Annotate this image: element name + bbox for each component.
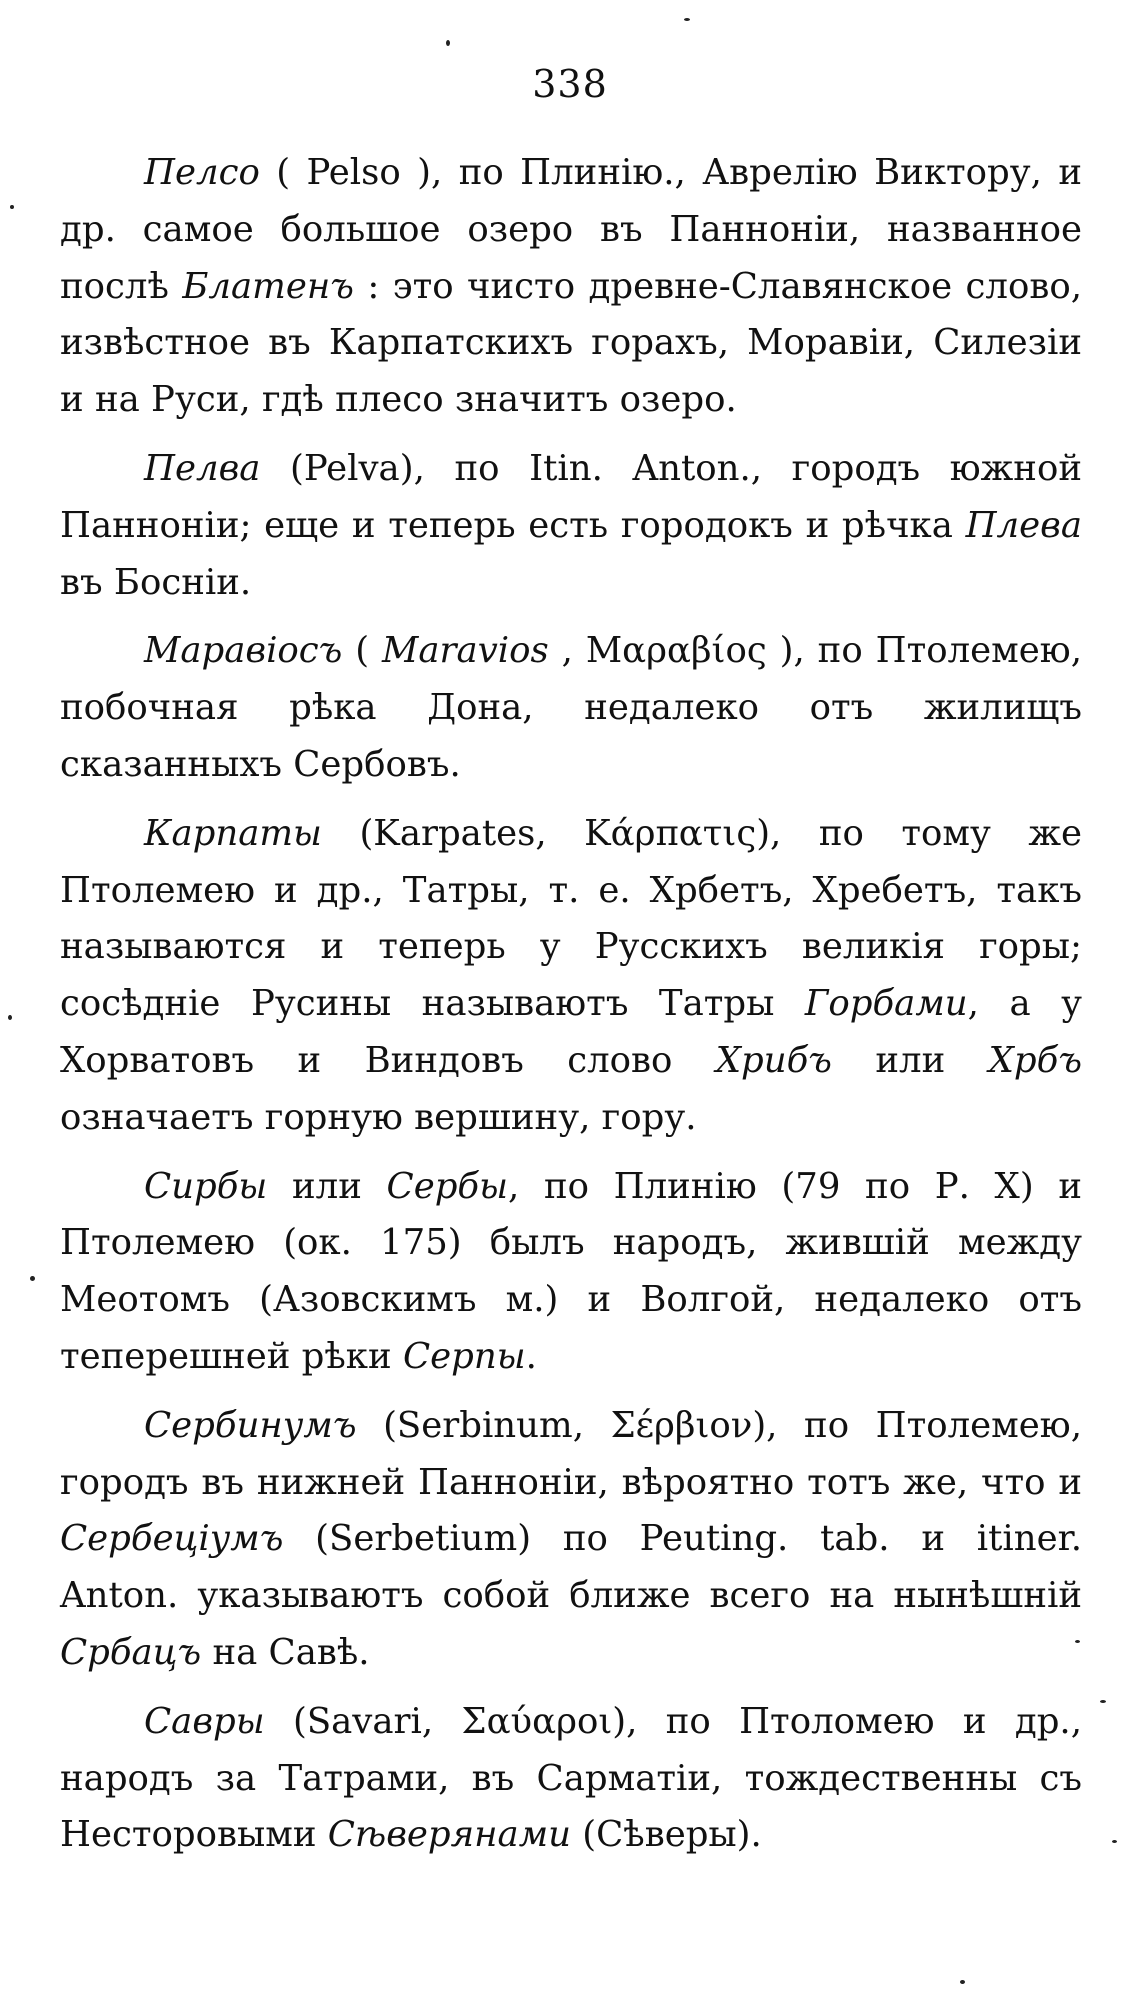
scan-speck (1075, 1640, 1080, 1643)
entry-text: (Сѣверы). (571, 1814, 762, 1856)
scan-speck (1100, 1700, 1106, 1703)
entry-term: Сербы (386, 1165, 509, 1207)
entry-pelso (60, 145, 1082, 429)
entry-text: , по Плинію (79 по Р. Х) и Птолемею (ок. 175) былъ народъ, жившій между Меотомъ (Азовскимъ м.) и Волгой, недалеко отъ теперешней рѣки (60, 1165, 1082, 1377)
entry-term: Хрибъ (715, 1039, 832, 1081)
entry-savry (60, 1694, 1082, 1864)
entry-term: Плева (965, 504, 1082, 546)
entry-term: Србацъ (60, 1631, 202, 1673)
entry-term: Савры (144, 1700, 265, 1742)
entry-term: Маравіосъ (144, 630, 343, 672)
entry-term: Серпы (402, 1335, 526, 1377)
entry-text: означаетъ горную вершину, гору. (60, 1096, 697, 1138)
entry-text: или (831, 1039, 989, 1081)
entry-karpaty (60, 806, 1082, 1147)
entry-text: или (267, 1165, 387, 1207)
entry-term: Maravios (382, 630, 549, 672)
entry-text: (Karpates, Κάρπατις), по тому же Птолемею и др., Татры, т. е. Хрбетъ, Хребетъ, такъ называются и теперь у Русскихъ великія горы; сосѣдніе Русины называютъ Татры (60, 812, 1082, 1025)
scan-speck (8, 1015, 12, 1020)
entry-text: (Serbetium) по Peuting. tab. и itiner. Anton. указываютъ собой ближе всего на нынѣшній (60, 1518, 1082, 1617)
entry-text: : это чисто древне-Славянское слово, извѣстное въ Карпатскихъ горахъ, Моравіи, Силезіи и на Руси, гдѣ плесо значитъ озеро. (60, 265, 1082, 421)
entry-text: , Μαραβίος ), по Птолемею, побочная рѣка Дона, недалеко отъ жилищъ сказанныхъ Сербовъ. (60, 630, 1082, 785)
scan-speck (960, 1980, 965, 1984)
entry-term: Сербеціумъ (60, 1518, 284, 1560)
entry-serbinum (60, 1398, 1082, 1682)
page-number: 338 (532, 62, 608, 106)
entry-sirby (60, 1159, 1082, 1386)
entry-text: ( Pelso ), по Плинію., Аврелію Виктору, и др. самое большое озеро въ Панноніи, названное послѣ (60, 152, 1082, 307)
entry-text: . (525, 1335, 537, 1377)
entry-term: Пелва (144, 447, 261, 489)
entry-term: Карпаты (144, 812, 322, 854)
entry-term: Сирбы (144, 1165, 268, 1207)
entry-maravios (60, 623, 1082, 793)
entry-text: въ Босніи. (60, 561, 252, 603)
entry-term: Пелсо (144, 152, 260, 193)
entry-pelva (60, 441, 1082, 611)
scan-speck (30, 1276, 35, 1281)
entry-term: Сѣверянами (327, 1814, 571, 1856)
entry-text: (Pelva), по Itin. Anton., городъ южной Панноніи; еще и теперь есть городокъ и рѣчка (60, 447, 1082, 546)
entry-text: , а у Хорватовъ и Виндовъ слово (60, 983, 1083, 1081)
entry-text: на Савѣ. (201, 1631, 370, 1673)
scan-speck (1112, 1840, 1117, 1843)
scan-speck (10, 205, 14, 209)
entry-term: Горбами (804, 983, 968, 1025)
entry-text: (Savari, Σαύαροι), по Птоломею и др., народъ за Татрами, въ Сарматіи, тождественны съ Несторовыми (60, 1700, 1082, 1856)
text-column (60, 145, 1082, 1876)
entry-term: Сербинумъ (144, 1404, 357, 1446)
entry-term: Хрбъ (988, 1039, 1082, 1081)
entry-text: (Serbinum, Σέρβιον), по Птолемею, городъ въ нижней Панноніи, вѣроятно тотъ же, что и (60, 1404, 1082, 1503)
entry-text: ( (342, 630, 383, 672)
scan-speck (446, 40, 450, 46)
scan-speck (684, 18, 690, 21)
entry-term: Блатенъ (182, 265, 354, 307)
